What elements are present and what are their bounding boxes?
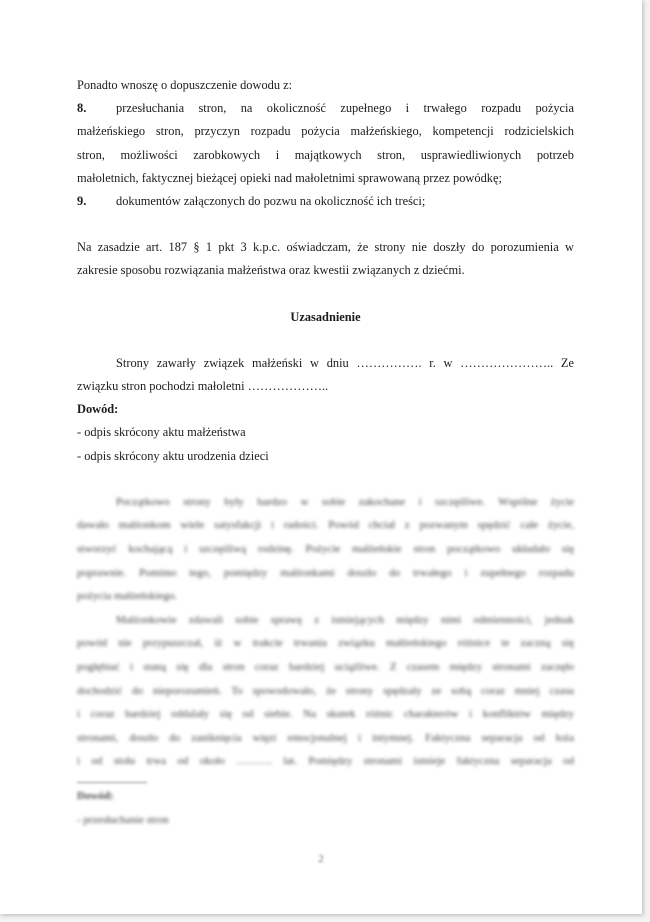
item-first-line — [116, 97, 574, 120]
page-number: 2 — [318, 853, 324, 865]
blurred-line: i od stołu trwa od około ………. lat. Pomiędzy stronami istnieje faktyczna separacja od — [77, 755, 574, 768]
evidence-label: Dowód: — [77, 402, 119, 417]
evidence-item-8 — [77, 97, 574, 120]
blurred-evidence-item: - przesłuchanie stron — [77, 813, 169, 826]
blurred-line: stronami, doszło do zaniknięcia więzi emocjonalnej i intymnej. Faktyczna separacja od łoża — [77, 731, 574, 744]
blurred-line: Małżonkowie zdawali sobie sprawę z istniejących między nimi odmienności, jednak — [116, 613, 574, 626]
evidence-item-9 — [77, 190, 574, 213]
item-line: stron, możliwości zarobkowych i majątkowych stron, usprawiedliwionych potrzeb — [77, 147, 574, 162]
item-line: małżeńskiego stron, przyczyn rozpadu pożycia małżeńskiego, kompetencji rodzicielskich — [77, 124, 574, 139]
item-line: małoletnich, faktycznej bieżącej opieki nad małoletnimi sprawowaną przez powódkę; — [77, 170, 502, 185]
intro-line: Ponadto wnoszę o dopuszczenie dowodu z: — [77, 78, 293, 92]
evidence-list-item: - odpis skrócony aktu małżeństwa — [77, 425, 246, 440]
blurred-line: pogłębiać i staną się dla stron coraz bardziej uciążliwe. Z czasem między stronami zaczęło — [77, 661, 574, 673]
blurred-evidence — [77, 785, 574, 832]
blurred-line: i coraz bardziej oddalały się od siebie. Na skutek różnic charakterów i konfliktów między — [77, 708, 574, 721]
blurred-evidence-label: Dowód: — [77, 789, 114, 802]
item-line: dokumentów załączonych do pozwu na okoliczność ich treści; — [116, 194, 426, 209]
marriage-line: Strony zawarły związek małżeński w dniu ……………. r. w ………………….. Ze — [116, 355, 574, 370]
item-number: 9. — [77, 194, 87, 209]
document-content — [77, 74, 574, 832]
blurred-line: Początkowo strony były bardzo w sobie zakochane i szczęśliwe. Wspólne życie — [116, 495, 574, 508]
evidence-list-item: - odpis skrócony aktu urodzenia dzieci — [77, 448, 269, 463]
statement-line: zakresie sposobu rozwiązania małżeństwa oraz kwestii związanych z dziećmi. — [77, 263, 465, 278]
statement-line: Na zasadzie art. 187 § 1 pkt 3 k.p.c. oświadczam, że strony nie doszły do porozumienia w — [77, 240, 574, 255]
blurred-line: dawało małżonkom wiele satysfakcji i radości. Powód chciał z pozwanym spędzić całe życie, — [77, 519, 574, 532]
section-heading: Uzasadnienie — [290, 309, 361, 324]
blurred-line: powód nie przypuszczał, iż w trakcie trwania związku małżeńskiego różnice te zaczną się — [77, 637, 574, 650]
item-line: przesłuchania stron, na okoliczność zupełnego i trwałego rozpadu pożycia — [116, 101, 574, 116]
marriage-line: związku stron pochodzi małoletni ……………….. — [77, 379, 329, 394]
footnote-divider — [77, 782, 147, 783]
blurred-paragraph-1 — [77, 491, 574, 609]
blurred-line: poprawnie. Pomimo tego, pomiędzy małżonkami doszło do trwałego i zupełnego rozpadu — [77, 566, 574, 579]
blurred-paragraph-2 — [77, 609, 574, 774]
item-number: 8. — [77, 101, 87, 116]
blurred-line: dochodzić do nieporozumień. To spowodowało, że strony spędzały ze sobą coraz mniej czasu — [77, 684, 574, 697]
blurred-line: pożycia małżeńskiego. — [77, 590, 178, 603]
blurred-line: stworzyć kochającą i szczęśliwą rodzinę. Pożycie małżeńskie stron początkowo układało się — [77, 543, 574, 556]
